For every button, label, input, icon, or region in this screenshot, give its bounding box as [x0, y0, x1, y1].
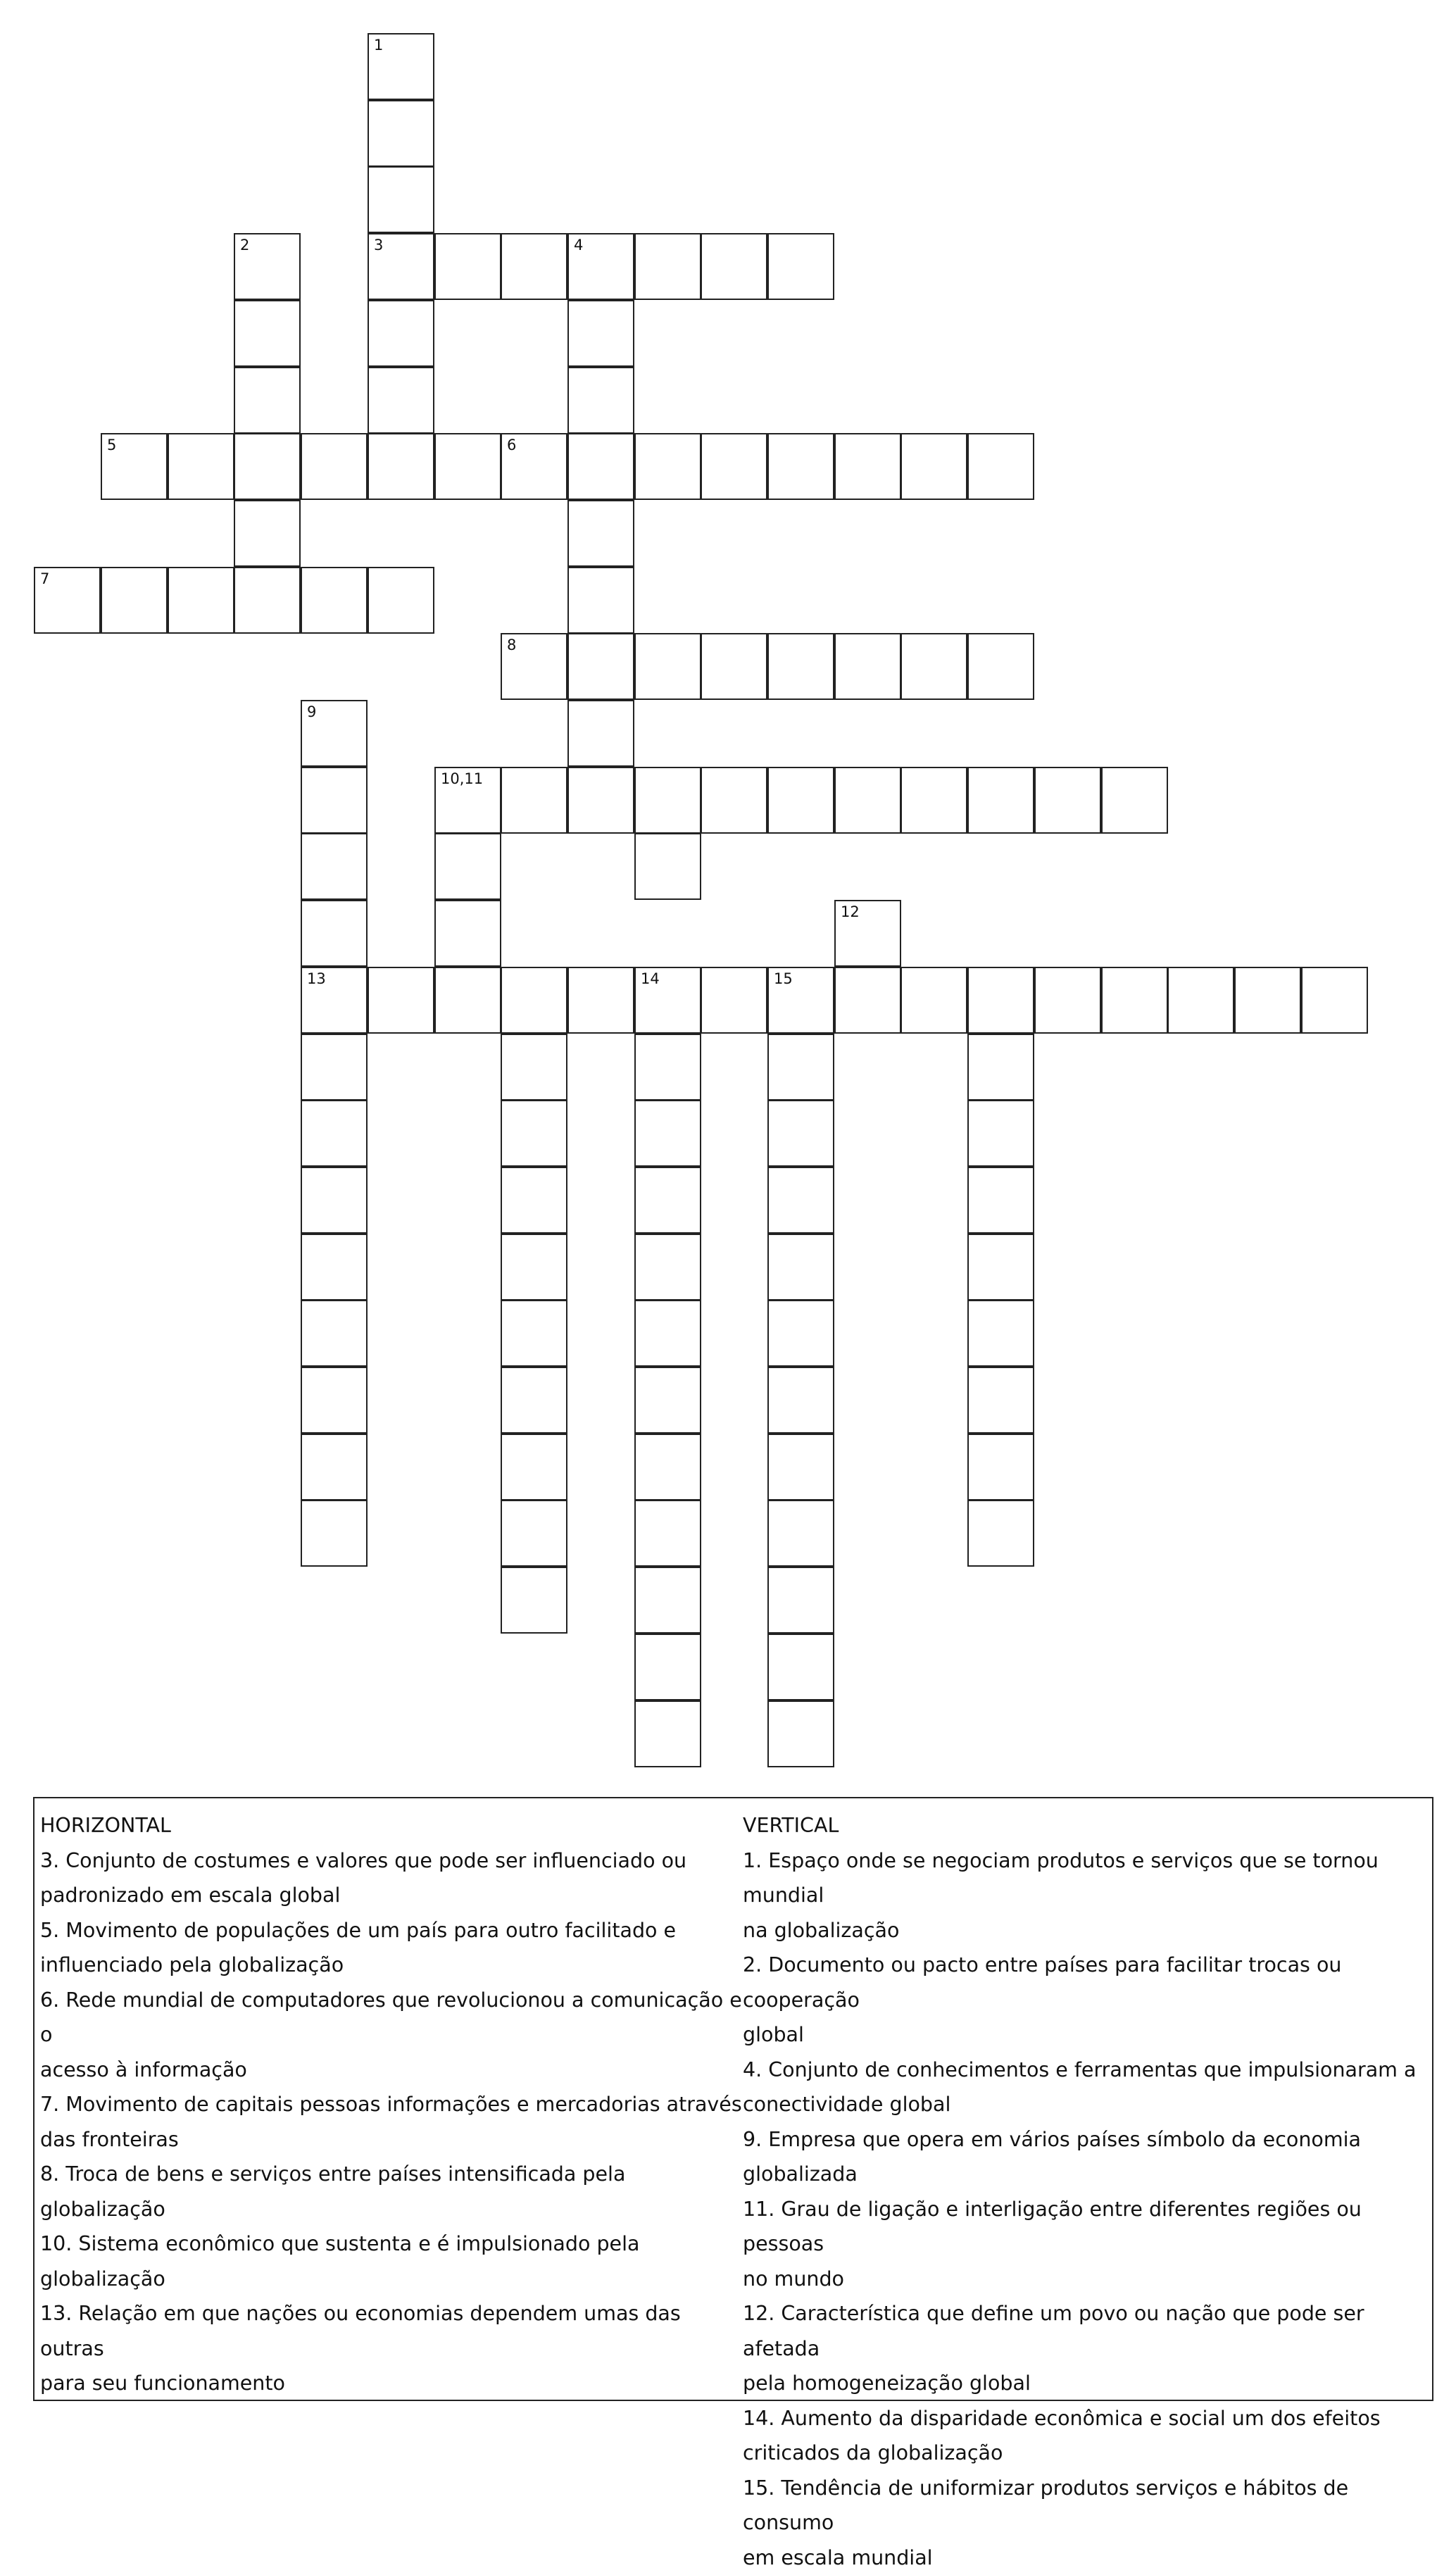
clue-line: 7. Movimento de capitais pessoas informações e mercadorias através — [40, 2087, 744, 2122]
crossword-cell[interactable] — [967, 1100, 1034, 1167]
crossword-cell[interactable] — [634, 433, 701, 500]
crossword-cell[interactable] — [767, 1434, 834, 1500]
crossword-cell[interactable] — [501, 433, 567, 500]
crossword-cell[interactable] — [967, 1167, 1034, 1234]
crossword-cell[interactable] — [234, 500, 301, 567]
crossword-cell[interactable] — [1167, 967, 1234, 1034]
clue-line: 15. Tendência de uniformizar produtos serviços e hábitos de consumo — [743, 2471, 1430, 2540]
crossword-cell[interactable] — [567, 700, 634, 767]
crossword-cell[interactable] — [767, 967, 834, 1034]
crossword-cell[interactable] — [567, 633, 634, 700]
crossword-cell[interactable] — [767, 633, 834, 700]
crossword-cell[interactable] — [301, 1034, 368, 1101]
horizontal-heading: HORIZONTAL — [40, 1808, 744, 1843]
crossword-cell[interactable] — [834, 967, 901, 1034]
crossword-cell[interactable] — [234, 367, 301, 434]
crossword-cell[interactable] — [434, 433, 501, 500]
crossword-cell[interactable] — [967, 1234, 1034, 1301]
crossword-cell[interactable] — [701, 967, 767, 1034]
crossword-cell[interactable] — [1234, 967, 1301, 1034]
vertical-heading: VERTICAL — [743, 1808, 1430, 1843]
clue-line: pela homogeneização global — [743, 2366, 1430, 2401]
clue-line: 6. Rede mundial de computadores que revolucionou a comunicação e o — [40, 1983, 744, 2053]
crossword-cell[interactable] — [967, 967, 1034, 1034]
clue-line: 9. Empresa que opera em vários países símbolo da economia globalizada — [743, 2122, 1430, 2192]
clue-line: 2. Documento ou pacto entre países para facilitar trocas ou cooperação — [743, 1948, 1430, 2017]
crossword-cell[interactable] — [767, 1500, 834, 1567]
clue-line: 8. Troca de bens e serviços entre países intensificada pela globalização — [40, 2157, 744, 2226]
crossword-cell[interactable] — [767, 233, 834, 300]
clue-number: 14 — [641, 972, 660, 986]
crossword-cell[interactable] — [368, 433, 434, 500]
clue-line: global — [743, 2017, 1430, 2053]
crossword-cell[interactable] — [701, 433, 767, 500]
crossword-cell[interactable] — [767, 1167, 834, 1234]
crossword-cell[interactable] — [234, 567, 301, 634]
clue-number: 2 — [240, 238, 249, 253]
crossword-cell[interactable] — [1301, 967, 1368, 1034]
crossword-cell[interactable] — [101, 567, 168, 634]
clue-line: 5. Movimento de populações de um país para outro facilitado e — [40, 1913, 744, 1948]
crossword-cell[interactable] — [301, 967, 368, 1034]
clue-number: 12 — [841, 905, 860, 920]
clue-number: 3 — [374, 238, 383, 253]
clue-number: 6 — [507, 438, 516, 453]
crossword-cell[interactable] — [967, 1034, 1034, 1101]
crossword-cell[interactable] — [634, 1100, 701, 1167]
crossword-cell[interactable] — [368, 367, 434, 434]
crossword-cell[interactable] — [501, 967, 567, 1034]
crossword-cell[interactable] — [567, 367, 634, 434]
crossword-cell[interactable] — [967, 1300, 1034, 1367]
crossword-cell[interactable] — [834, 900, 901, 967]
clue-line: 3. Conjunto de costumes e valores que pode ser influenciado ou — [40, 1843, 744, 1879]
clue-line: na globalização — [743, 1913, 1430, 1948]
clue-line: criticados da globalização — [743, 2436, 1430, 2471]
clue-line: acesso à informação — [40, 2053, 744, 2088]
clue-line: 11. Grau de ligação e interligação entre diferentes regiões ou pessoas — [743, 2192, 1430, 2262]
crossword-cell[interactable] — [368, 567, 434, 634]
clue-line: das fronteiras — [40, 2122, 744, 2157]
clue-line: 1. Espaço onde se negociam produtos e serviços que se tornou mundial — [743, 1843, 1430, 1913]
clue-number: 8 — [507, 638, 516, 653]
crossword-cell[interactable] — [368, 967, 434, 1034]
crossword-cell[interactable] — [967, 1367, 1034, 1434]
crossword-cell[interactable] — [301, 700, 368, 767]
crossword-cell[interactable] — [501, 1034, 567, 1101]
crossword-cell[interactable] — [301, 567, 368, 634]
crossword-cell[interactable] — [767, 1567, 834, 1634]
crossword-cell[interactable] — [567, 567, 634, 634]
crossword-cell[interactable] — [301, 767, 368, 834]
crossword-cell[interactable] — [567, 233, 634, 300]
crossword-cell[interactable] — [501, 1567, 567, 1634]
crossword-cell[interactable] — [967, 767, 1034, 834]
crossword-cell[interactable] — [301, 433, 368, 500]
clue-number: 7 — [40, 572, 49, 587]
crossword-cell[interactable] — [634, 833, 701, 900]
crossword-cell[interactable] — [900, 767, 967, 834]
clue-number: 9 — [307, 705, 316, 720]
crossword-cell[interactable] — [301, 1367, 368, 1434]
crossword-cell[interactable] — [701, 633, 767, 700]
clue-line: 13. Relação em que nações ou economias dependem umas das outras — [40, 2296, 744, 2366]
crossword-cell[interactable] — [634, 1367, 701, 1434]
crossword-cell[interactable] — [434, 767, 501, 834]
clue-number: 1 — [374, 38, 383, 53]
crossword-cell[interactable] — [567, 300, 634, 367]
crossword-cell[interactable] — [634, 1434, 701, 1500]
clue-line: para seu funcionamento — [40, 2366, 744, 2401]
clue-line: influenciado pela globalização — [40, 1948, 744, 1983]
crossword-cell[interactable] — [501, 233, 567, 300]
crossword-cell[interactable] — [501, 633, 567, 700]
crossword-cell[interactable] — [834, 633, 901, 700]
clue-line: 12. Característica que define um povo ou nação que pode ser afetada — [743, 2296, 1430, 2366]
crossword-cell[interactable] — [301, 1434, 368, 1500]
crossword-cell[interactable] — [701, 233, 767, 300]
crossword-cell[interactable] — [834, 433, 901, 500]
crossword-cell[interactable] — [767, 1700, 834, 1767]
horizontal-clues — [40, 1808, 744, 2401]
crossword-cell[interactable] — [767, 767, 834, 834]
crossword-cell[interactable] — [301, 1100, 368, 1167]
crossword-cell[interactable] — [368, 233, 434, 300]
clue-line: conectividade global — [743, 2087, 1430, 2122]
crossword-cell[interactable] — [634, 967, 701, 1034]
crossword-cell[interactable] — [1034, 767, 1101, 834]
crossword-cell[interactable] — [1101, 967, 1168, 1034]
crossword-cell[interactable] — [368, 300, 434, 367]
crossword-cell[interactable] — [234, 433, 301, 500]
crossword-cell[interactable] — [567, 767, 634, 834]
crossword-cell[interactable] — [501, 1300, 567, 1367]
clue-line: 4. Conjunto de conhecimentos e ferramentas que impulsionaram a — [743, 2053, 1430, 2088]
crossword-cell[interactable] — [168, 567, 234, 634]
crossword-cell[interactable] — [634, 1500, 701, 1567]
crossword-cell[interactable] — [767, 1634, 834, 1700]
crossword-cell[interactable] — [634, 1167, 701, 1234]
crossword-cell[interactable] — [701, 767, 767, 834]
crossword-cell[interactable] — [501, 1234, 567, 1301]
crossword-cell[interactable] — [501, 767, 567, 834]
clue-number: 13 — [307, 972, 326, 986]
crossword-cell[interactable] — [567, 500, 634, 567]
crossword-cell[interactable] — [900, 967, 967, 1034]
crossword-cell[interactable] — [634, 633, 701, 700]
crossword-cell[interactable] — [368, 166, 434, 233]
crossword-cell[interactable] — [368, 33, 434, 100]
crossword-cell[interactable] — [301, 1500, 368, 1567]
crossword-cell[interactable] — [567, 967, 634, 1034]
crossword-cell[interactable] — [434, 967, 501, 1034]
clues-box — [33, 1797, 1433, 2401]
clue-number: 4 — [574, 238, 583, 253]
crossword-cell[interactable] — [301, 1300, 368, 1367]
crossword-cell[interactable] — [900, 433, 967, 500]
crossword-cell[interactable] — [434, 900, 501, 967]
clue-line: padronizado em escala global — [40, 1878, 744, 1913]
clue-number: 10,11 — [441, 772, 483, 787]
crossword-cell[interactable] — [834, 767, 901, 834]
crossword-cell[interactable] — [767, 1367, 834, 1434]
crossword-cell[interactable] — [634, 1634, 701, 1700]
crossword-cell[interactable] — [567, 433, 634, 500]
crossword-cell[interactable] — [634, 1700, 701, 1767]
clue-number: 15 — [774, 972, 793, 986]
crossword-cell[interactable] — [767, 1100, 834, 1167]
crossword-cell[interactable] — [434, 833, 501, 900]
crossword-cell[interactable] — [234, 300, 301, 367]
crossword-cell[interactable] — [501, 1500, 567, 1567]
crossword-cell[interactable] — [34, 567, 101, 634]
crossword-cell[interactable] — [967, 1434, 1034, 1500]
crossword-cell[interactable] — [634, 767, 701, 834]
crossword-cell[interactable] — [501, 1167, 567, 1234]
crossword-cell[interactable] — [967, 633, 1034, 700]
crossword-cell[interactable] — [101, 433, 168, 500]
crossword-cell[interactable] — [168, 433, 234, 500]
crossword-cell[interactable] — [634, 1300, 701, 1367]
crossword-cell[interactable] — [634, 1567, 701, 1634]
crossword-cell[interactable] — [900, 633, 967, 700]
crossword-cell[interactable] — [634, 1234, 701, 1301]
crossword-cell[interactable] — [301, 833, 368, 900]
crossword-cell[interactable] — [967, 1500, 1034, 1567]
crossword-cell[interactable] — [767, 1034, 834, 1101]
vertical-clues — [743, 1808, 1430, 2575]
crossword-cell[interactable] — [501, 1367, 567, 1434]
clue-number: 5 — [107, 438, 116, 453]
crossword-cell[interactable] — [368, 100, 434, 167]
crossword-cell[interactable] — [301, 1167, 368, 1234]
crossword-cell[interactable] — [1101, 767, 1168, 834]
crossword-cell[interactable] — [767, 1234, 834, 1301]
crossword-cell[interactable] — [434, 233, 501, 300]
crossword-cell[interactable] — [767, 433, 834, 500]
crossword-cell[interactable] — [1034, 967, 1101, 1034]
clue-line: 14. Aumento da disparidade econômica e social um dos efeitos — [743, 2401, 1430, 2436]
crossword-cell[interactable] — [634, 233, 701, 300]
crossword-cell[interactable] — [967, 433, 1034, 500]
crossword-cell[interactable] — [634, 1034, 701, 1101]
crossword-cell[interactable] — [767, 1300, 834, 1367]
clue-line: no mundo — [743, 2262, 1430, 2297]
crossword-cell[interactable] — [501, 1434, 567, 1500]
clue-line: 10. Sistema econômico que sustenta e é impulsionado pela globalização — [40, 2226, 744, 2296]
clue-line: em escala mundial — [743, 2540, 1430, 2575]
crossword-cell[interactable] — [301, 1234, 368, 1301]
crossword-cell[interactable] — [301, 900, 368, 967]
crossword-cell[interactable] — [234, 233, 301, 300]
crossword-cell[interactable] — [501, 1100, 567, 1167]
